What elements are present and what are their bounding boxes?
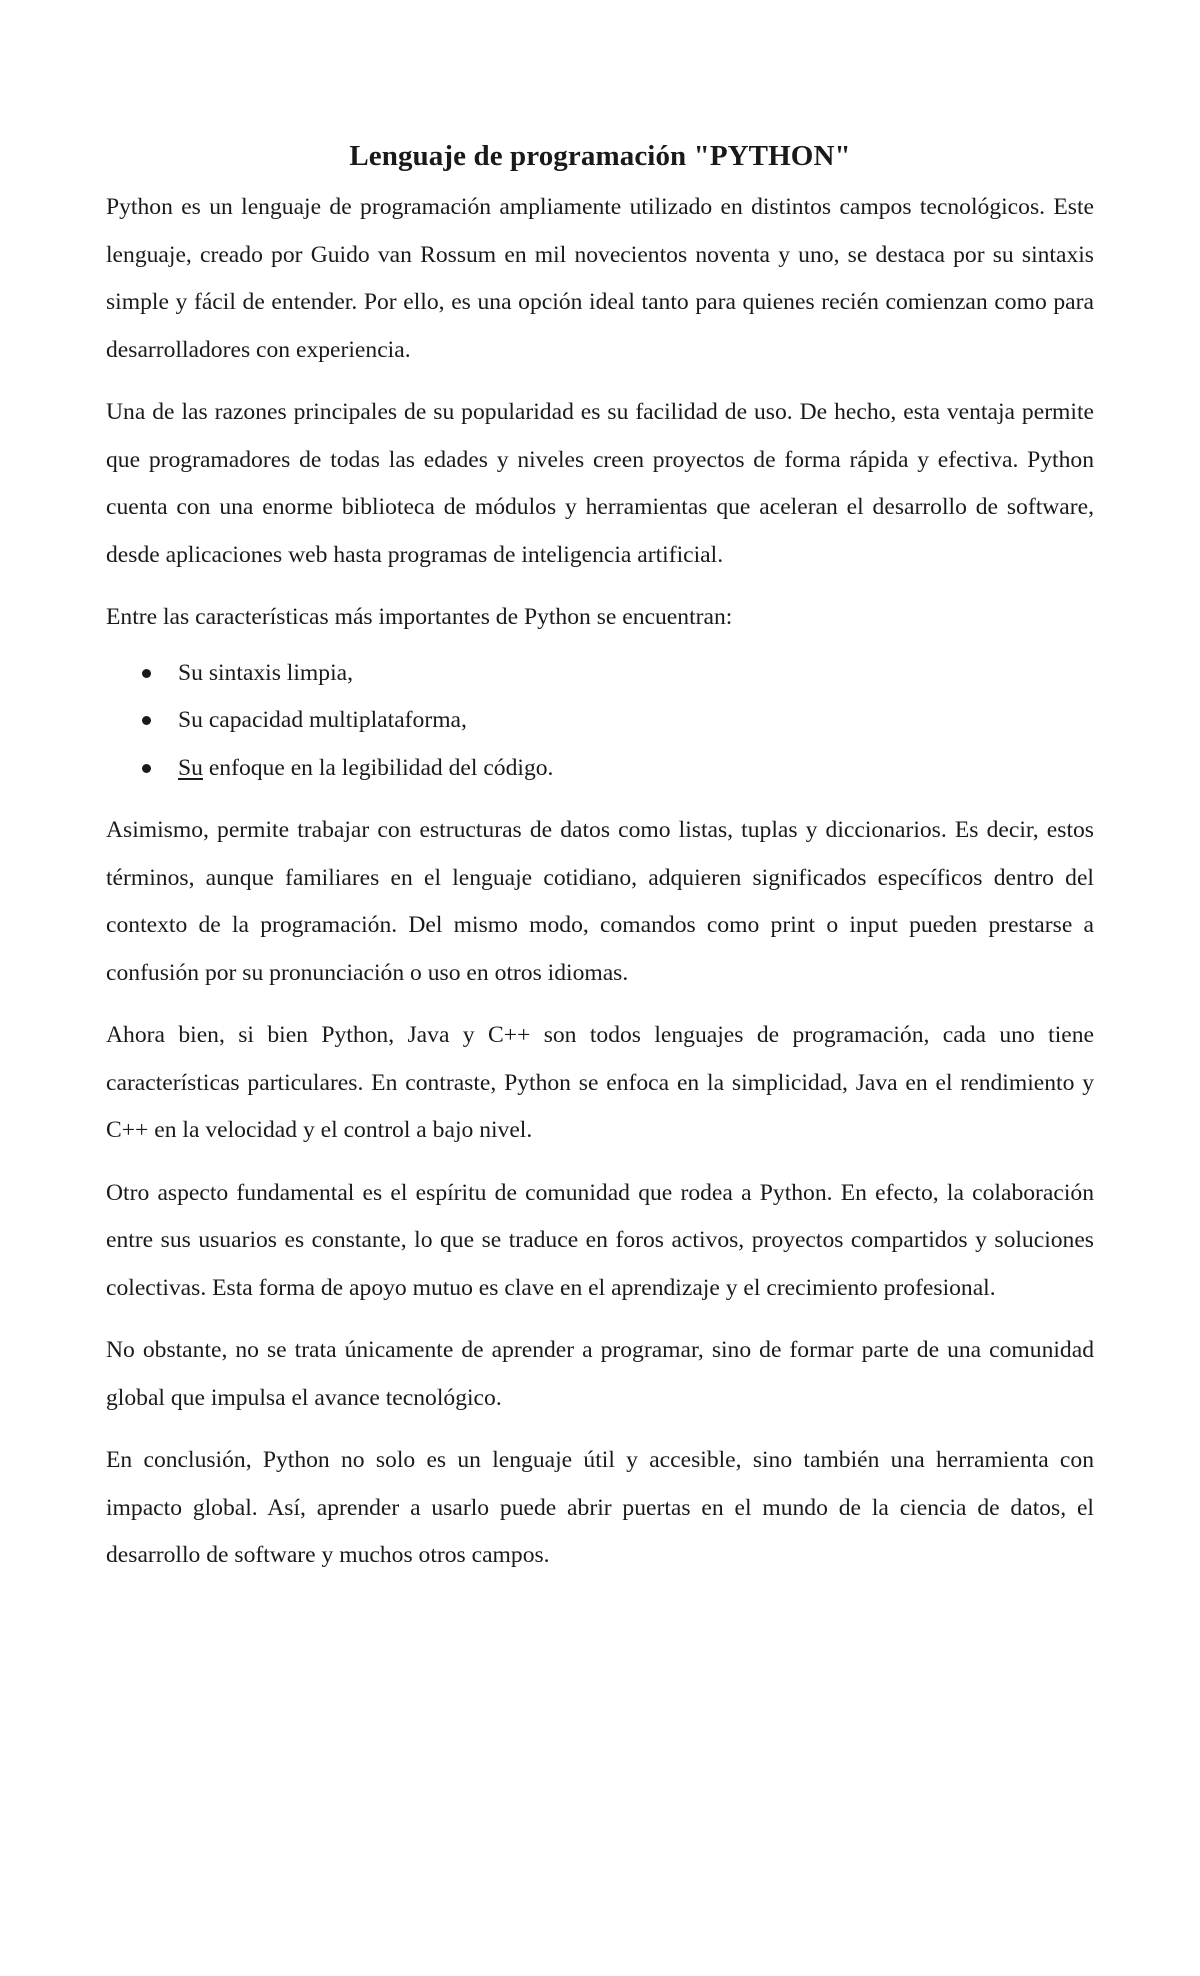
list-item-text: Su sintaxis limpia, (178, 659, 353, 686)
features-list (106, 650, 1094, 793)
paragraph-comparison: Ahora bien, si bien Python, Java y C++ son todos lenguajes de programación, cada uno tiene características particulares. En contraste, Python se enfoca en la simplicidad, Java en el rendimiento y C++ en la velocidad y el control a bajo nivel. (106, 1022, 1094, 1143)
document-title: Lenguaje de programación "PYTHON" (349, 140, 851, 172)
bullet-icon (142, 669, 151, 678)
paragraph-conclusion: En conclusión, Python no solo es un lenguaje útil y accesible, sino también una herramienta con impacto global. Así, aprender a usarlo puede abrir puertas en el mundo de la ciencia de datos, el desarrollo de software y muchos otros campos. (106, 1447, 1094, 1568)
list-item-text: Su capacidad multiplataforma, (178, 707, 467, 733)
list-item-underlined-text: Su (178, 754, 203, 781)
bullet-icon (142, 716, 151, 725)
paragraph-intro: Python es un lenguaje de programación ampliamente utilizado en distintos campos tecnológicos. Este lenguaje, creado por Guido van Rossum en mil novecientos noventa y uno, se destaca por su sintaxis simple y fácil de entender. Por ello, es una opción ideal tanto para quienes recién comienzan como para desarrolladores con experiencia. (106, 194, 1094, 363)
bullet-icon (142, 764, 151, 773)
paragraph-features-lead: Entre las características más importantes de Python se encuentran: (106, 604, 733, 630)
list-item (106, 745, 1094, 793)
paragraph-popularity: Una de las razones principales de su popularidad es su facilidad de uso. De hecho, esta ventaja permite que programadores de todas las edades y niveles creen proyectos de forma rápida y efectiva. Python cuenta con una enorme biblioteca de módulos y herramientas que aceleran el desarrollo de software, desde aplicaciones web hasta programas de inteligencia artificial. (106, 399, 1094, 568)
list-item (106, 697, 1094, 745)
list-item-text: enfoque en la legibilidad del código. (202, 754, 554, 781)
paragraph-community: Otro aspecto fundamental es el espíritu de comunidad que rodea a Python. En efecto, la colaboración entre sus usuarios es constante, lo que se traduce en foros activos, proyectos compartidos y soluciones colectivas. Esta forma de apoyo mutuo es clave en el aprendizaje y el crecimiento profesional. (106, 1179, 1094, 1301)
paragraph-global-community: No obstante, no se trata únicamente de aprender a programar, sino de formar parte de una comunidad global que impulsa el avance tecnológico. (106, 1337, 1094, 1411)
list-item (106, 650, 1094, 698)
paragraph-data-structures: Asimismo, permite trabajar con estructuras de datos como listas, tuplas y diccionarios. Es decir, estos términos, aunque familiares en el lenguaje cotidiano, adquieren significados específicos dentro del contexto de la programación. Del mismo modo, comandos como print o input pueden prestarse a confusión por su pronunciación o uso en otros idiomas. (106, 817, 1094, 986)
